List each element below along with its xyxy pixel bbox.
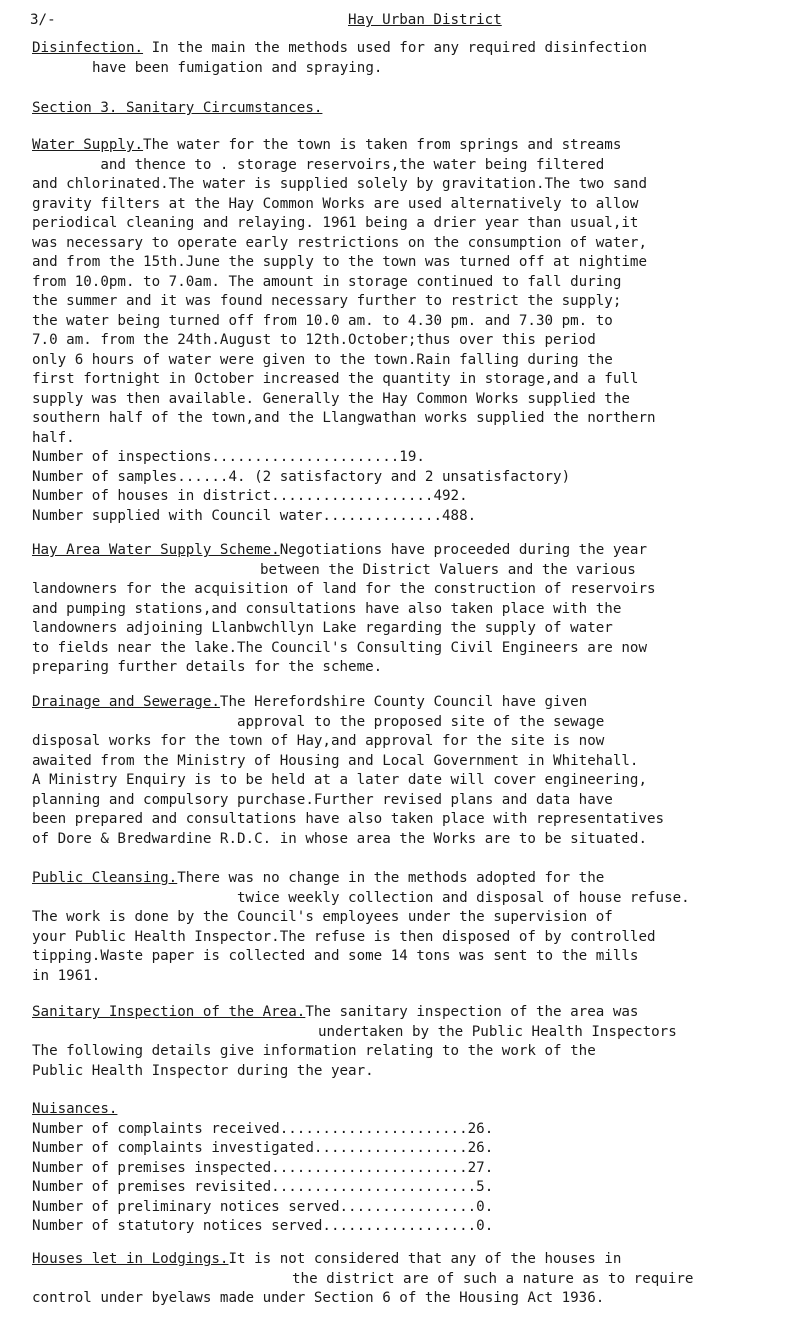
water-supply-line: supply was then available. Generally the Hay Common Works supplied the: [32, 390, 630, 407]
water-supply-line: The water for the town is taken from springs and streams: [143, 137, 622, 153]
sanitary-inspection-heading: Sanitary Inspection of the Area.: [32, 1004, 306, 1020]
disinfection-paragraph: [32, 39, 792, 78]
water-supply-line: the summer and it was found necessary further to restrict the supply;: [32, 293, 622, 309]
nuisances-item: Number of premises inspected.......................27.: [32, 1159, 494, 1176]
sanitary-inspection-text: The sanitary inspection of the area was: [305, 1004, 639, 1020]
houses-let-line: the district are of such a nature as to require: [292, 1270, 694, 1287]
page-number: 3/-: [30, 12, 56, 28]
hay-area-line: to fields near the lake.The Council's Consulting Civil Engineers are now: [32, 639, 647, 656]
drainage-line: of Dore & Bredwardine R.D.C. in whose area the Works are to be situated.: [32, 830, 647, 847]
hay-area-text: Negotiations have proceeded during the year: [279, 542, 648, 558]
water-supply-line: from 10.0pm. to 7.0am. The amount in storage continued to fall during: [32, 273, 622, 290]
water-supply-line: first fortnight in October increased the quantity in storage,and a full: [32, 371, 639, 387]
drainage-line: been prepared and consultations have also taken place with representatives: [32, 811, 665, 827]
disinfection-text: In the main the methods used for any required disinfection: [143, 40, 648, 56]
public-cleansing-line: in 1961.: [32, 967, 101, 984]
water-stat-line: Number of samples......4. (2 satisfactory and 2 unsatisfactory): [32, 468, 571, 485]
section-heading: [32, 99, 792, 119]
running-title: Hay Urban District: [348, 12, 502, 28]
water-supply-heading: Water Supply.: [32, 137, 144, 153]
drainage-paragraph: [32, 693, 792, 849]
water-supply-line: gravity filters at the Hay Common Works are used alternatively to allow: [32, 195, 639, 212]
water-supply-line: half.: [32, 429, 75, 446]
hay-area-line: between the District Valuers and the various: [260, 561, 636, 578]
water-supply-line: and chlorinated.The water is supplied solely by gravitation.The two sand: [32, 176, 647, 192]
nuisances-item: Number of statutory notices served..................0.: [32, 1218, 494, 1234]
drainage-line: disposal works for the town of Hay,and approval for the site is now: [32, 733, 605, 749]
drainage-line: awaited from the Ministry of Housing and Local Government in Whitehall.: [32, 752, 639, 769]
water-stat-line: Number of inspections......................19.: [32, 449, 425, 465]
nuisances-heading: Nuisances.: [32, 1101, 118, 1117]
hay-area-heading: Hay Area Water Supply Scheme.: [32, 542, 280, 558]
sanitary-inspection-line: The following details give information relating to the work of the: [32, 1043, 596, 1059]
public-cleansing-paragraph: [32, 869, 792, 986]
nuisances-item: Number of complaints received......................26.: [32, 1120, 494, 1137]
hay-area-line: preparing further details for the scheme.: [32, 659, 383, 675]
hay-area-line: landowners for the acquisition of land for the construction of reservoirs: [32, 581, 656, 597]
water-supply-line: and thence to . storage reservoirs,the water being filtered: [32, 156, 605, 173]
houses-let-paragraph: [32, 1250, 792, 1309]
water-supply-line: 7.0 am. from the 24th.August to 12th.October;thus over this period: [32, 332, 596, 348]
section-3-heading: Section 3. Sanitary Circumstances.: [32, 100, 323, 116]
water-supply-paragraph: [32, 136, 792, 526]
water-supply-line: was necessary to operate early restrictions on the consumption of water,: [32, 234, 647, 251]
public-cleansing-line: your Public Health Inspector.The refuse is then disposed of by controlled: [32, 928, 656, 945]
sanitary-inspection-line: Public Health Inspector during the year.: [32, 1062, 374, 1079]
water-supply-line: southern half of the town,and the Llangwathan works supplied the northern: [32, 410, 656, 426]
disinfection-text-cont: have been fumigation and spraying.: [92, 59, 383, 76]
public-cleansing-text: There was no change in the methods adopted for the: [177, 870, 605, 886]
water-stat-line: Number of houses in district...................492.: [32, 488, 468, 504]
hay-area-paragraph: [32, 541, 792, 678]
hay-area-line: landowners adjoining Llanbwchllyn Lake regarding the supply of water: [32, 620, 613, 636]
water-stat-line: Number supplied with Council water..............488.: [32, 507, 477, 524]
disinfection-heading: Disinfection.: [32, 40, 144, 56]
page-header: [30, 11, 770, 33]
nuisances-block: [32, 1100, 792, 1237]
water-supply-line: and from the 15th.June the supply to the town was turned off at nightime: [32, 254, 647, 270]
drainage-text: The Herefordshire County Council have given: [219, 694, 588, 710]
water-supply-line: only 6 hours of water were given to the town.Rain falling during the: [32, 351, 613, 368]
nuisances-item: Number of premises revisited........................5.: [32, 1179, 494, 1195]
public-cleansing-line: tipping.Waste paper is collected and some 14 tons was sent to the mills: [32, 948, 639, 964]
sanitary-inspection-paragraph: [32, 1003, 792, 1081]
houses-let-line: control under byelaws made under Section 6 of the Housing Act 1936.: [32, 1290, 605, 1306]
public-cleansing-line: The work is done by the Council's employees under the supervision of: [32, 909, 613, 925]
nuisances-item: Number of preliminary notices served................0.: [32, 1198, 494, 1215]
hay-area-line: and pumping stations,and consultations have also taken place with the: [32, 600, 622, 617]
houses-let-text: It is not considered that any of the houses in: [228, 1251, 622, 1267]
sanitary-inspection-line: undertaken by the Public Health Inspectors: [318, 1023, 677, 1040]
drainage-line: planning and compulsory purchase.Further revised plans and data have: [32, 791, 613, 808]
drainage-line: approval to the proposed site of the sewage: [237, 713, 605, 730]
water-supply-line: the water being turned off from 10.0 am. to 4.30 pm. and 7.30 pm. to: [32, 312, 613, 329]
nuisances-item: Number of complaints investigated..................26.: [32, 1140, 494, 1156]
drainage-heading: Drainage and Sewerage.: [32, 694, 220, 710]
water-supply-line: periodical cleaning and relaying. 1961 being a drier year than usual,it: [32, 215, 639, 231]
public-cleansing-line: twice weekly collection and disposal of house refuse.: [237, 889, 690, 906]
drainage-line: A Ministry Enquiry is to be held at a later date will cover engineering,: [32, 772, 647, 788]
houses-let-heading: Houses let in Lodgings.: [32, 1251, 229, 1267]
public-cleansing-heading: Public Cleansing.: [32, 870, 178, 886]
